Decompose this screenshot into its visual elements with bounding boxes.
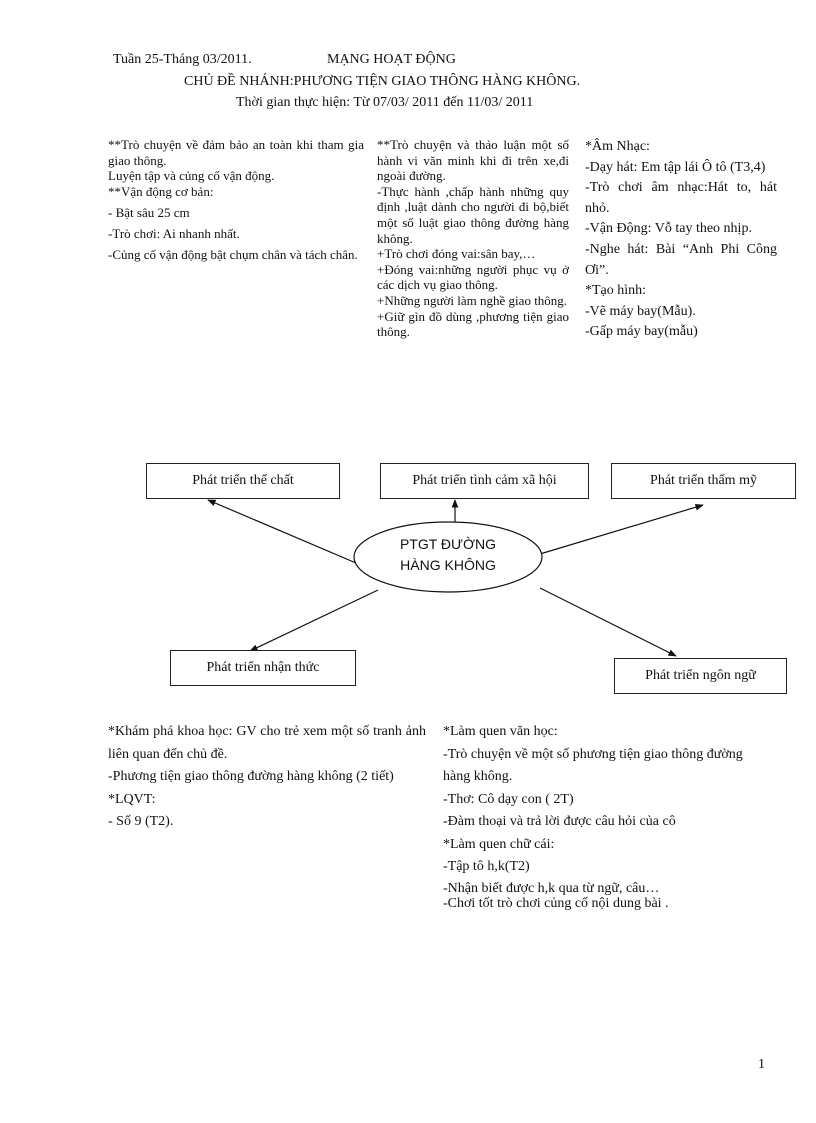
box-language-development: Phát triển ngôn ngữ xyxy=(614,658,787,694)
box-physical-development: Phát triển thể chất xyxy=(146,463,340,499)
bottom-left-column xyxy=(108,721,426,834)
col-line: *Khám phá khoa học: GV cho trẻ xem một số tranh ảnh liên quan đến chủ đề. xyxy=(108,724,426,762)
center-topic xyxy=(354,534,542,576)
connector-language xyxy=(540,588,676,656)
center-topic-line: HÀNG KHÔNG xyxy=(400,557,496,573)
col-line: **Trò chuyện về đảm bảo an toàn khi tham gia giao thông. xyxy=(108,137,364,168)
col-line: -Thực hành ,chấp hành những quy định ,luật dành cho người đi bộ,biết một số luật giao thông đường hàng không. xyxy=(377,183,569,246)
col-line: -Đàm thoại và trả lời được câu hỏi của cô xyxy=(443,814,676,829)
col-line: -Phương tiện giao thông đường hàng không (2 tiết) xyxy=(108,769,394,784)
col-line: *LQVT: xyxy=(108,791,156,807)
time-range: Thời gian thực hiện: Từ 07/03/ 2011 đến 11/03/ 2011 xyxy=(236,95,534,110)
col-line: +Giữ gìn đồ dùng ,phương tiện giao thông. xyxy=(377,308,569,340)
col-line: *Tạo hình: xyxy=(585,283,647,299)
col-line: -Chơi tốt trò chơi củng cố nội dung bài . xyxy=(443,895,669,911)
center-topic-line: PTGT ĐƯỜNG xyxy=(399,536,497,552)
col-line: *Làm quen văn học: xyxy=(443,724,558,739)
col-line: - Bật sâu 25 cm xyxy=(108,205,190,221)
connector-physical xyxy=(208,500,356,563)
col-line: -Trò chơi: Ai nhanh nhất. xyxy=(108,225,240,241)
col-line: **Vận động cơ bản: xyxy=(108,183,214,199)
col-line: -Nhận biết được h,k qua từ ngữ, câu… xyxy=(443,880,660,896)
col-line: -Vận Động: Vỗ tay theo nhịp. xyxy=(585,221,752,237)
col-line: - Số 9 (T2). xyxy=(108,814,174,829)
box-aesthetic-development: Phát triển thẩm mỹ xyxy=(611,463,796,499)
connector-aesthetic xyxy=(540,505,703,554)
page-title: MẠNG HOẠT ĐỘNG xyxy=(327,52,456,67)
col-line: **Trò chuyện và thảo luận một số hành vi văn minh khi đi trên xe,đi ngoài đường. xyxy=(377,137,569,184)
bottom-right-column xyxy=(443,721,769,911)
col-line: +Đóng vai:những người phục vụ ở các dịch vụ giao thông. xyxy=(377,261,569,293)
col-line: Luyện tập và củng cố vận động. xyxy=(108,168,275,184)
col-line: *Âm Nhạc: xyxy=(585,139,650,154)
col-line: -Thơ: Cô dạy con ( 2T) xyxy=(443,791,574,807)
week-label: Tuần 25-Tháng 03/2011. xyxy=(113,52,252,67)
col-line: -Gấp máy bay(mẫu) xyxy=(585,324,698,340)
col-line: -Trò chuyện về một số phương tiện giao thông đường hàng không. xyxy=(443,746,743,784)
col-line: +Trò chơi đóng vai:sân bay,… xyxy=(377,246,536,262)
col-line: -Nghe hát: Bài “Anh Phi Công Ơi”. xyxy=(585,241,777,278)
col-line: -Tập tô h,k(T2) xyxy=(443,859,530,874)
col-line: -Trò chơi âm nhạc:Hát to, hát nhỏ. xyxy=(585,180,777,216)
col-line: *Làm quen chữ cái: xyxy=(443,836,555,852)
subtopic-title: CHỦ ĐỀ NHÁNH:PHƯƠNG TIỆN GIAO THÔNG HÀNG KHÔNG. xyxy=(184,74,581,89)
page-number: 1 xyxy=(758,1057,765,1072)
box-social-emotional-development: Phát triển tình cảm xã hội xyxy=(380,463,589,499)
col-line: +Những người làm nghề giao thông. xyxy=(377,292,568,308)
col-line: -Vẽ máy bay(Mẫu). xyxy=(585,303,696,319)
col-line: -Củng cố vận động bật chụm chân và tách chân. xyxy=(108,246,358,262)
connector-cognitive xyxy=(250,590,378,651)
box-cognitive-development: Phát triển nhận thức xyxy=(170,650,356,686)
col-line: -Dạy hát: Em tập lái Ô tô (T3,4) xyxy=(585,159,766,175)
